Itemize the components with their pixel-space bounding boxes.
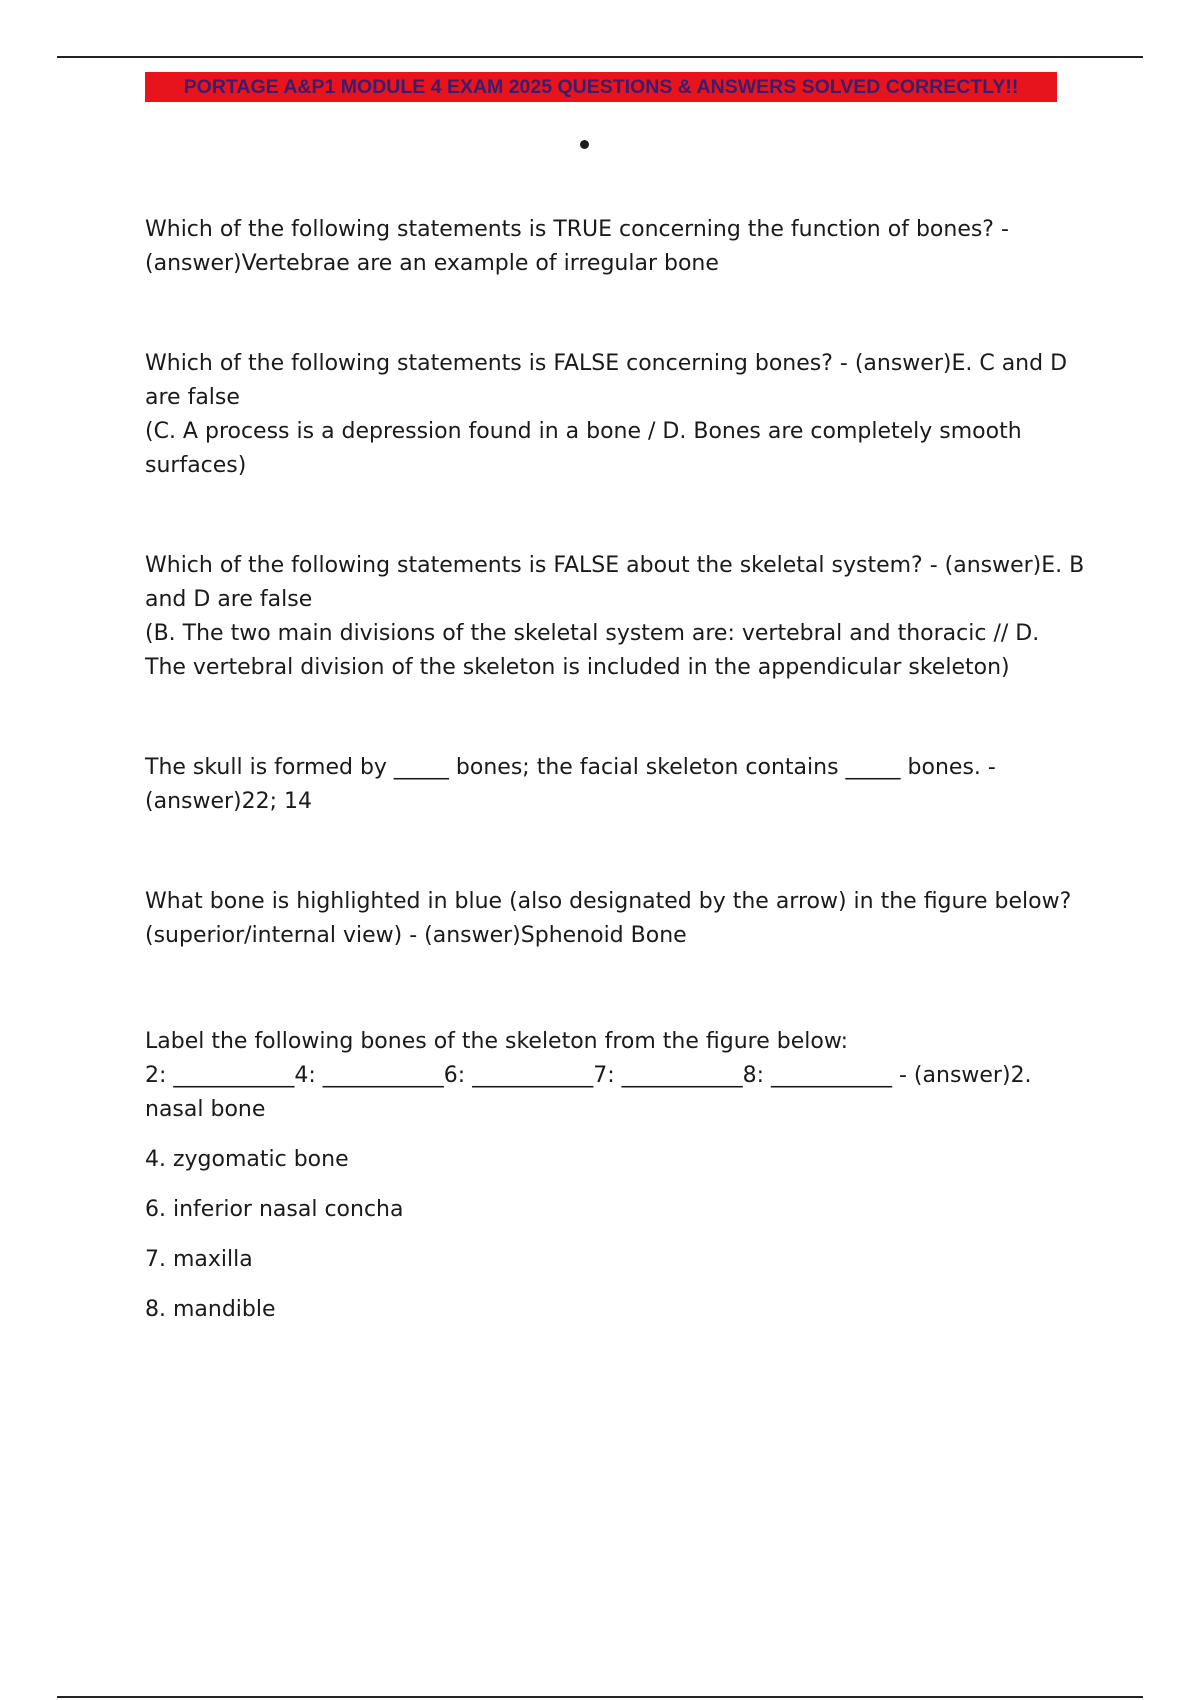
qa-item [145,549,1085,685]
qa-prompt: 2: ___________4: ___________6: ___________7: ___________8: ___________ - (answer)2. nasal bone [145,1063,1032,1122]
answer-item: 6. inferior nasal concha [145,1197,404,1222]
qa-note: (C. A process is a depression found in a bone / D. Bones are completely smooth surfaces) [145,419,1022,478]
qa-note: (B. The two main divisions of the skeletal system are: vertebral and thoracic // D. The vertebral division of the skeleton is included in the appendicular skeleton) [145,621,1040,680]
qa-item [145,751,1085,819]
qa-text: Label the following bones of the skeleton from the figure below: [145,1029,849,1054]
bullet-icon [580,140,589,149]
qa-text: The skull is formed by _____ bones; the facial skeleton contains _____ bones. - (answer)22; 14 [145,755,996,814]
document-body [145,213,1085,1393]
qa-item [145,885,1085,953]
qa-item [145,1025,1085,1327]
document-title: PORTAGE A&P1 MODULE 4 EXAM 2025 QUESTIONS & ANSWERS SOLVED CORRECTLY!! [183,76,1019,98]
answer-list [145,1143,1085,1327]
qa-item [145,213,1085,281]
answer-item: 7. maxilla [145,1247,253,1272]
title-highlight [145,72,1057,102]
footer-rule [57,1696,1143,1698]
qa-text: Which of the following statements is FALSE about the skeletal system? - (answer)E. B and D are false [145,553,1085,612]
qa-item [145,347,1085,483]
header-rule [57,56,1143,58]
qa-text: What bone is highlighted in blue (also designated by the arrow) in the figure below? (superior/internal view) - (answer)Sphenoid Bone [145,889,1072,948]
qa-text: Which of the following statements is TRUE concerning the function of bones? - (answer)Vertebrae are an example of irregular bone [145,217,1009,276]
qa-text: Which of the following statements is FALSE concerning bones? - (answer)E. C and D are false [145,351,1068,410]
answer-item: 8. mandible [145,1297,276,1322]
answer-item: 4. zygomatic bone [145,1147,349,1172]
